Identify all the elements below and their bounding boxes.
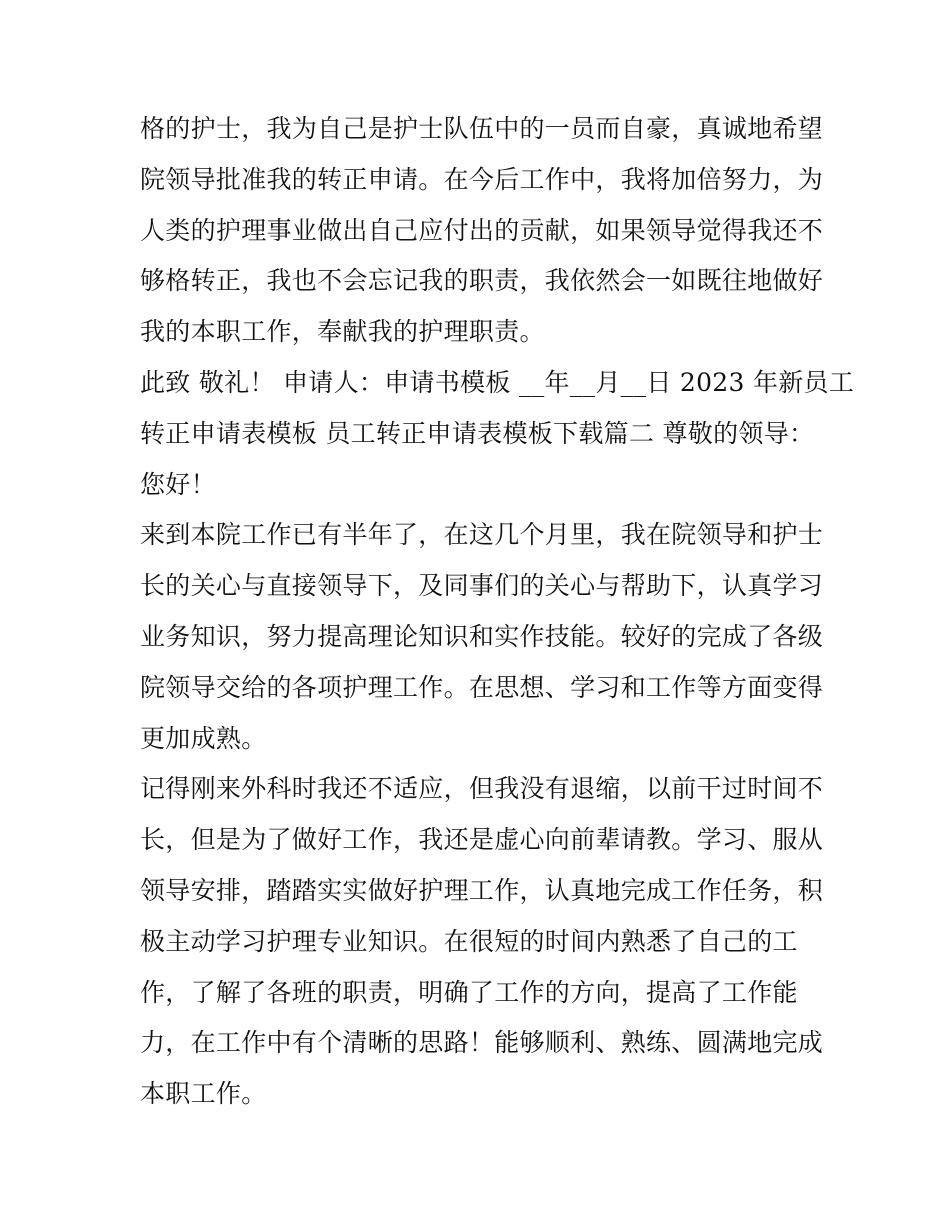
text-line-14: 记得刚来外科时我还不适应，但我没有退缩，以前干过时间不 <box>140 774 824 804</box>
text-line-1: 格的护士，我为自己是护士队伍中的一员而自豪，真诚地希望 <box>140 114 824 143</box>
text-line-19: 力，在工作中有个清晰的思路！能够顺利、熟练、圆满地完成 <box>140 1028 824 1058</box>
document-body <box>140 104 855 1120</box>
text-line-18: 作，了解了各班的职责，明确了工作的方向，提高了工作能 <box>140 977 798 1007</box>
text-line-7: 转正申请表模板 员工转正申请表模板下载篇二 尊敬的领导： <box>140 418 815 448</box>
text-line-8: 您好！ <box>140 469 216 499</box>
text-line-3: 人类的护理事业做出自己应付出的贡献，如果领导觉得我还不 <box>140 215 824 245</box>
text-line-15: 长，但是为了做好工作，我还是虚心向前辈请教。学习、服从 <box>140 825 824 855</box>
text-line-17: 极主动学习护理专业知识。在很短的时间内熟悉了自己的工 <box>140 926 798 956</box>
text-line-13: 更加成熟。 <box>140 723 267 753</box>
text-line-6: 此致 敬礼！ 申请人：申请书模板 __年__月__日 2023 年新员工 <box>140 367 855 397</box>
text-line-20: 本职工作。 <box>140 1079 267 1109</box>
text-line-11: 业务知识，努力提高理论知识和实作技能。较好的完成了各级 <box>140 621 824 651</box>
text-line-9: 来到本院工作已有半年了，在这几个月里，我在院领导和护士 <box>140 520 824 550</box>
text-line-10: 长的关心与直接领导下，及同事们的关心与帮助下，认真学习 <box>140 571 824 601</box>
text-line-5: 我的本职工作，奉献我的护理职责。 <box>140 317 545 347</box>
text-line-4: 够格转正，我也不会忘记我的职责，我依然会一如既往地做好 <box>140 266 824 296</box>
text-line-16: 领导安排，踏踏实实做好护理工作，认真地完成工作任务，积 <box>140 875 824 905</box>
text-line-12: 院领导交给的各项护理工作。在思想、学习和工作等方面变得 <box>140 672 824 702</box>
text-line-2: 院领导批准我的转正申请。在今后工作中，我将加倍努力，为 <box>140 164 824 194</box>
